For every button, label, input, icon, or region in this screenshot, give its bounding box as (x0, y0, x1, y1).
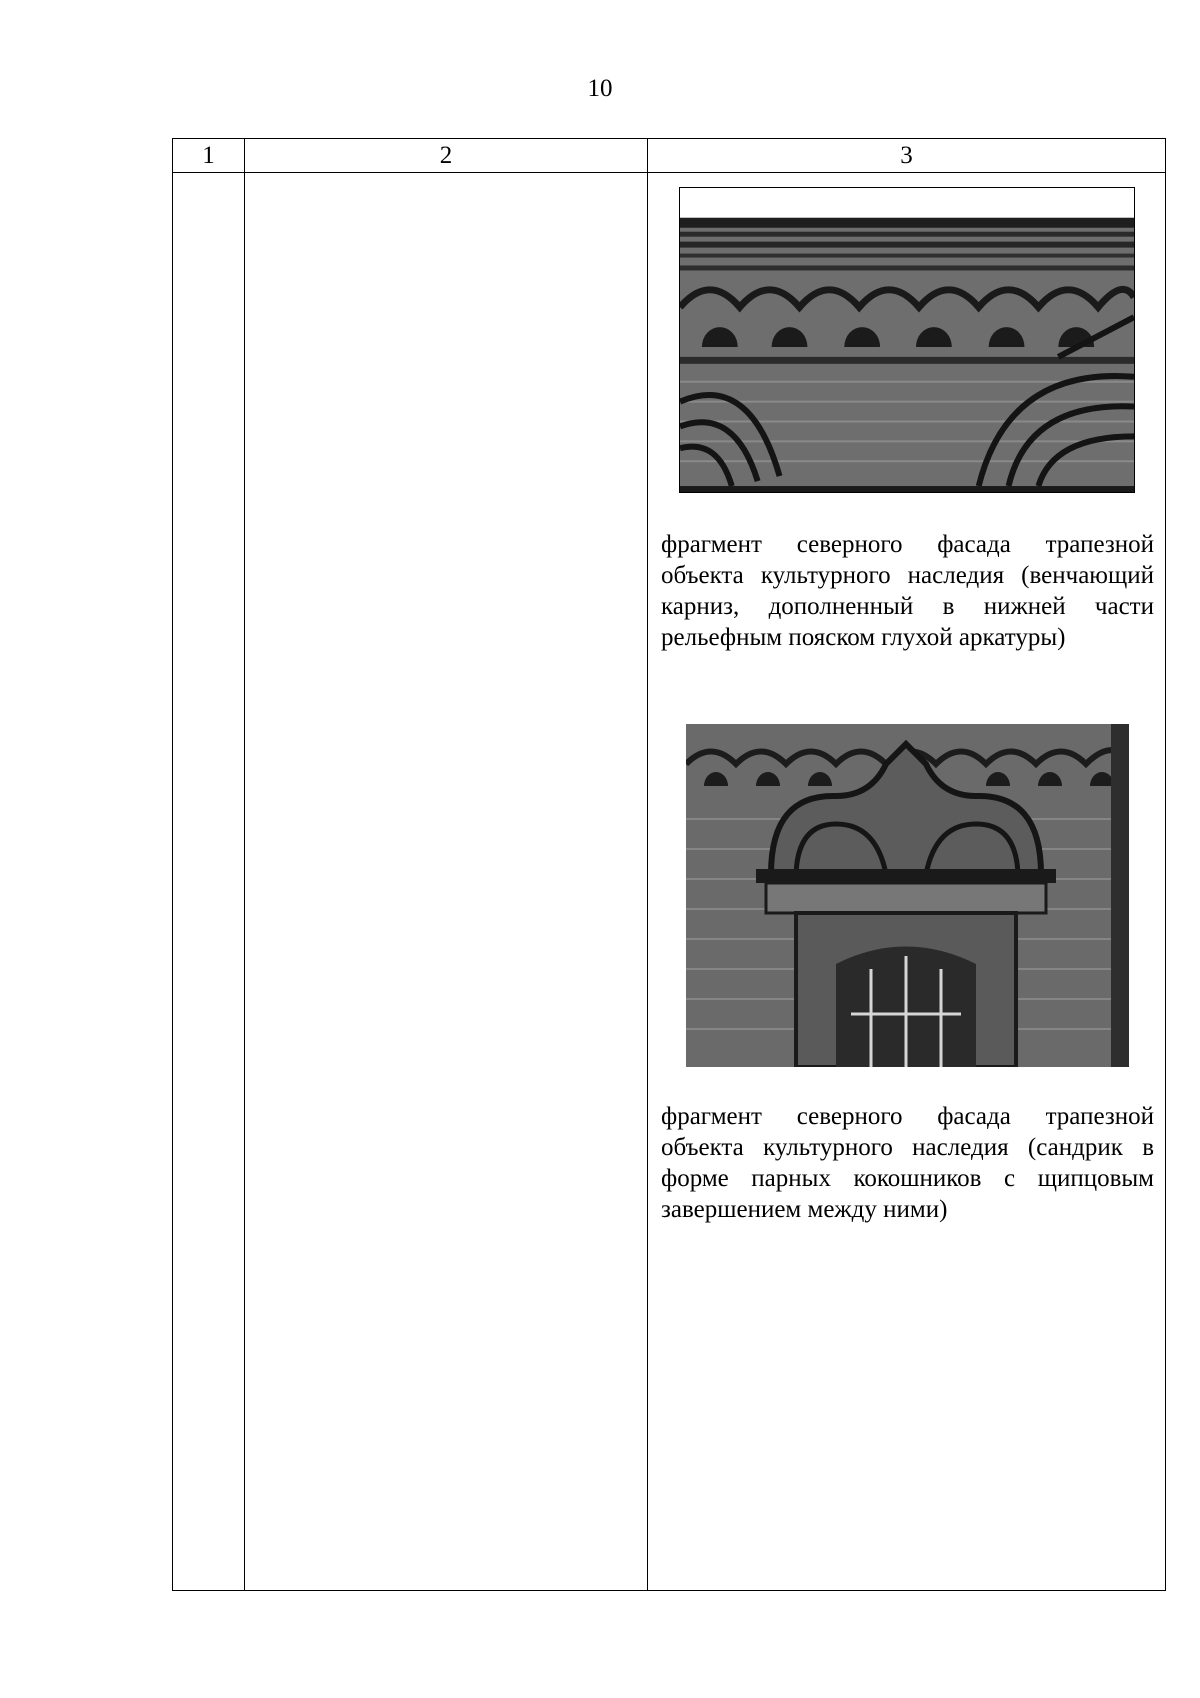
photo-caption-1: фрагмент северного фасада трапезной объекта культурного наследия (венчающий карниз, дополненный в нижней части рельефным пояском глухой аркатуры) (661, 531, 1154, 651)
table-cell-3 (648, 173, 1166, 1591)
document-table (172, 138, 1166, 1591)
photo-caption-2: фрагмент северного фасада трапезной объекта культурного наследия (сандрик в форме парных кокошников с щипцовым завершением между ними) (661, 1103, 1154, 1223)
table-header-row (173, 139, 1166, 173)
column-header-2: 2 (245, 139, 648, 173)
table-cell-2 (245, 173, 648, 1591)
column-header-3: 3 (648, 139, 1166, 173)
table-row (173, 173, 1166, 1591)
column-header-1: 1 (173, 139, 245, 173)
photo-window-sandrik (686, 724, 1129, 1067)
photo-cornice-arcature (679, 187, 1135, 493)
page-number: 10 (587, 75, 613, 102)
table-cell-1 (173, 173, 245, 1591)
